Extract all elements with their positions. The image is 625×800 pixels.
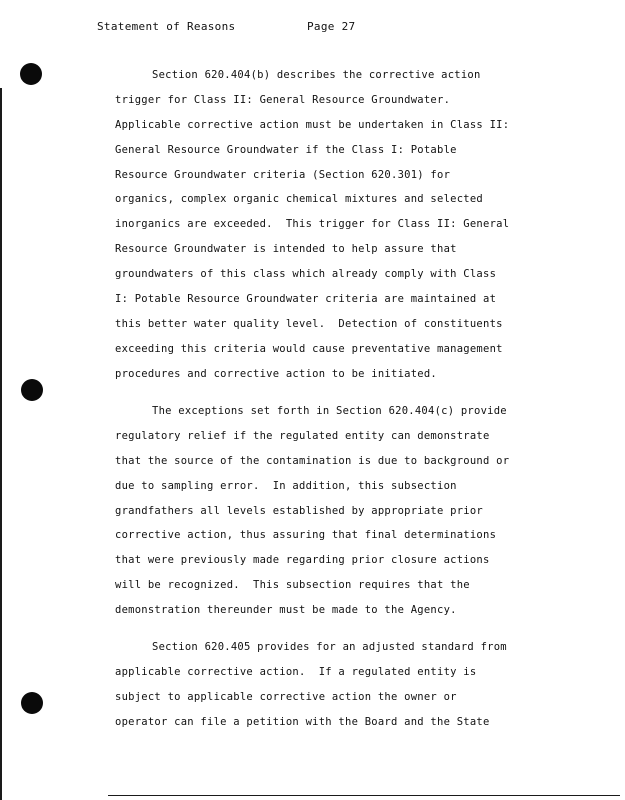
- text-line: Section 620.404(b) describes the corrective action: [152, 69, 481, 81]
- punch-hole-top: [20, 63, 42, 85]
- text-line: applicable corrective action. If a regulated entity is: [115, 665, 477, 678]
- text-line: groundwaters of this class which already comply with Class: [115, 268, 497, 281]
- text-line: exceeding this criteria would cause preventative management: [115, 342, 503, 355]
- text-line: The exceptions set forth in Section 620.404(c) provide: [152, 405, 507, 417]
- text-line: that were previously made regarding prior closure actions: [115, 554, 490, 567]
- footer-rule: [108, 795, 620, 796]
- text-line: Applicable corrective action must be undertaken in Class II:: [115, 118, 510, 131]
- text-line: inorganics are exceeded. This trigger for Class II: General: [115, 218, 510, 231]
- punch-hole-bottom: [21, 692, 43, 714]
- text-line: Resource Groundwater is intended to help assure that: [115, 243, 457, 256]
- paragraph-1: [115, 63, 565, 387]
- text-line: that the source of the contamination is due to background or: [115, 454, 510, 467]
- text-line: demonstration thereunder must be made to the Agency.: [115, 604, 457, 617]
- paragraph-2: [115, 399, 565, 623]
- text-line: Resource Groundwater criteria (Section 620.301) for: [115, 168, 451, 181]
- paragraph-3: [115, 635, 565, 735]
- header-title: Statement of Reasons: [97, 20, 236, 33]
- text-line: grandfathers all levels established by appropriate prior: [115, 504, 484, 517]
- text-line: due to sampling error. In addition, this subsection: [115, 479, 457, 492]
- text-line: General Resource Groundwater if the Class I: Potable: [115, 143, 457, 156]
- text-line: operator can file a petition with the Board and the State: [115, 715, 490, 728]
- punch-hole-middle: [21, 379, 43, 401]
- text-line: procedures and corrective action to be initiated.: [115, 367, 438, 380]
- header-page-number: Page 27: [307, 20, 356, 33]
- text-line: trigger for Class II: General Resource Groundwater.: [115, 93, 451, 106]
- text-line: this better water quality level. Detection of constituents: [115, 317, 503, 330]
- text-line: will be recognized. This subsection requires that the: [115, 579, 470, 592]
- text-line: subject to applicable corrective action the owner or: [115, 690, 457, 703]
- text-line: I: Potable Resource Groundwater criteria are maintained at: [115, 293, 497, 306]
- left-margin-rule: [0, 88, 2, 800]
- text-line: corrective action, thus assuring that final determinations: [115, 529, 497, 542]
- text-line: organics, complex organic chemical mixtures and selected: [115, 193, 484, 206]
- text-line: Section 620.405 provides for an adjusted standard from: [152, 641, 507, 653]
- text-line: regulatory relief if the regulated entity can demonstrate: [115, 429, 490, 442]
